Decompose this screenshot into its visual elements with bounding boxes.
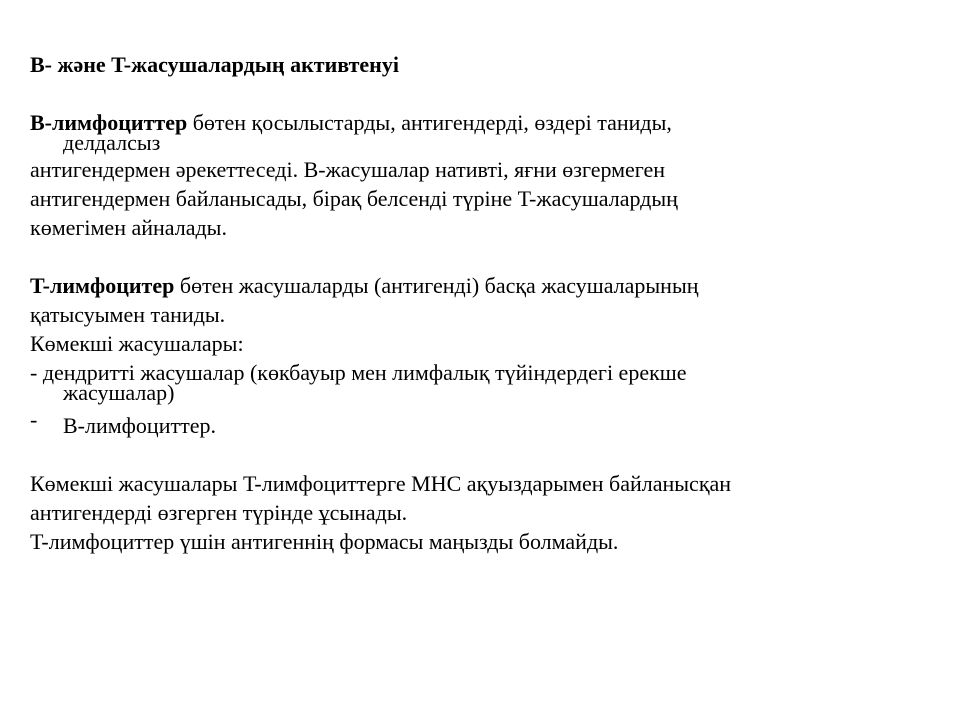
text-run: бөтен қосылыстарды, антигендерді, өздері таниды, — [187, 110, 672, 135]
term-b-lymphocytes: B-лимфоциттер — [30, 110, 188, 135]
text-line: қатысуымен таниды. — [30, 302, 226, 327]
text-run: бөтен жасушаларды (антигенді) басқа жасушаларының — [174, 273, 699, 298]
list-dash: - — [30, 407, 38, 432]
paragraph-t-lymphocytes — [30, 271, 930, 440]
text-line: көмегімен айналады. — [30, 215, 227, 240]
text-line: Көмекші жасушалары: — [30, 331, 244, 356]
slide-content — [30, 50, 930, 556]
term-t-lymphocytes: T-лимфоцитер — [30, 273, 175, 298]
paragraph-b-lymphocytes — [30, 108, 930, 242]
paragraph-gap — [30, 242, 930, 271]
text-line-continuation: делдалсыз — [63, 130, 161, 155]
text-line: Көмекші жасушалары T-лимфоциттерге MHC ақуыздарымен байланысқан — [30, 471, 732, 496]
text-line: антигендермен байланысады, бірақ белсенді түріне T-жасушалардың — [30, 186, 678, 211]
text-line: антигендермен әрекеттеседі. B-жасушалар нативті, яғни өзгермеген — [30, 157, 666, 182]
paragraph-mhc — [30, 469, 930, 556]
list-item-text: B-лимфоциттер. — [63, 413, 216, 438]
text-line: антигендерді өзгерген түрінде ұсынады. — [30, 500, 408, 525]
text-line — [30, 271, 930, 300]
list-item — [30, 407, 930, 440]
slide-title: B- және T-жасушалардың активтенуі — [30, 52, 399, 77]
list-item: - дендритті жасушалар (көкбауыр мен лимфалық түйіндердегі ерекше — [30, 360, 687, 385]
paragraph-gap — [30, 440, 930, 469]
text-line: T-лимфоциттер үшін антигеннің формасы маңызды болмайды. — [30, 529, 619, 554]
list-item-continuation: жасушалар) — [63, 380, 175, 405]
